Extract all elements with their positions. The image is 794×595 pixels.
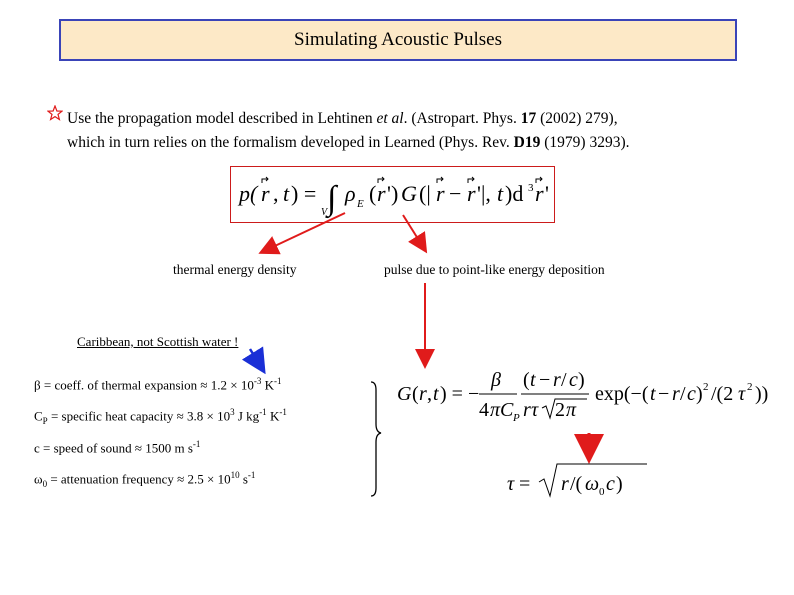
svg-text:τ: τ xyxy=(738,383,746,405)
svg-text:2: 2 xyxy=(703,381,709,393)
svg-text:ω: ω xyxy=(585,473,600,495)
svg-text:4: 4 xyxy=(479,399,489,421)
arrow-to-pulse xyxy=(403,215,425,250)
svg-text:ρ: ρ xyxy=(345,181,356,206)
svg-text:/(: /( xyxy=(570,473,583,495)
svg-text:': ' xyxy=(545,181,549,206)
svg-text:0: 0 xyxy=(599,486,605,498)
svg-text:r: r xyxy=(436,181,445,206)
param-omega: $\omega_0$ = attenuation frequency ≈ $2.5 \times 10^{10}$ $s^{-1}$ xyxy=(34,470,256,489)
svg-text:V: V xyxy=(321,207,328,218)
svg-text:π: π xyxy=(566,399,577,421)
svg-text:τ: τ xyxy=(531,399,539,421)
arrow-to-thermal xyxy=(262,213,345,252)
svg-text:r: r xyxy=(561,473,569,495)
svg-text:(: ( xyxy=(523,369,530,391)
svg-text:) =: ) = xyxy=(291,181,317,206)
svg-text:t: t xyxy=(283,181,290,206)
svg-text:c: c xyxy=(687,383,696,405)
svg-text:)): )) xyxy=(755,383,769,405)
svg-text:r: r xyxy=(377,181,386,206)
svg-text:t: t xyxy=(433,383,439,405)
svg-text:2: 2 xyxy=(555,399,565,421)
svg-text:): ) xyxy=(616,473,623,495)
svg-text:c: c xyxy=(606,473,615,495)
svg-text:r: r xyxy=(261,181,270,206)
svg-text:−: − xyxy=(449,181,462,206)
svg-text:/: / xyxy=(680,383,686,405)
intro-line-1: Use the propagation model described in Lehtinen et al. (Astropart. Phys. 17 (2002) 279), xyxy=(67,110,618,127)
intro-line-2: which in turn relies on the formalism developed in Learned (Phys. Rev. D19 (1979) 3293). xyxy=(67,134,630,151)
svg-text:−: − xyxy=(658,383,670,405)
curly-brace xyxy=(371,382,381,496)
tau-equation xyxy=(505,460,655,502)
svg-text:/: / xyxy=(561,369,567,391)
label-thermal-density: thermal energy density xyxy=(173,262,297,277)
param-cp: $C_P$ = specific heat capacity ≈ $3.8 \times 10^3$ J $kg^{-1}$ $K^{-1}$ xyxy=(34,407,287,426)
svg-text:2: 2 xyxy=(747,381,753,393)
svg-text:G: G xyxy=(401,181,417,206)
svg-text:r: r xyxy=(535,181,544,206)
svg-text:P: P xyxy=(513,412,520,424)
svg-text:): ) xyxy=(578,369,585,391)
svg-text:): ) xyxy=(696,383,703,405)
svg-text:t: t xyxy=(497,181,504,206)
svg-text:(|: (| xyxy=(419,181,431,206)
svg-text:r: r xyxy=(553,369,561,391)
svg-text:'|,: '|, xyxy=(477,181,491,206)
svg-text:t: t xyxy=(650,383,656,405)
svg-text:r: r xyxy=(523,399,531,421)
svg-text:r: r xyxy=(419,383,427,405)
svg-text:β: β xyxy=(491,369,501,391)
param-beta: β = coeff. of thermal expansion ≈ $1.2 \times 10^{-3}$ $K^{-1}$ xyxy=(34,376,282,393)
param-sound-speed: c = speed of sound ≈ 1500 m $s^{-1}$ xyxy=(34,439,201,456)
svg-text:t: t xyxy=(530,369,536,391)
svg-text:3: 3 xyxy=(528,182,534,194)
svg-text:(: ( xyxy=(412,383,419,405)
svg-text:c: c xyxy=(569,369,578,391)
svg-text:p(: p( xyxy=(239,181,258,206)
svg-text:) = −: ) = − xyxy=(440,383,480,405)
svg-text:/(2: /(2 xyxy=(711,383,734,405)
svg-text:,: , xyxy=(273,181,279,206)
slide-title-text: Simulating Acoustic Pulses xyxy=(294,29,502,50)
svg-text:'): ') xyxy=(387,181,399,206)
svg-text:τ: τ xyxy=(507,473,515,495)
svg-text:E: E xyxy=(357,198,364,210)
svg-text:=: = xyxy=(519,473,531,495)
svg-text:exp(−(: exp(−( xyxy=(595,383,649,405)
svg-text:−: − xyxy=(539,369,551,391)
svg-text:)d: )d xyxy=(505,181,524,206)
svg-text:r: r xyxy=(672,383,680,405)
label-caribbean: Caribbean, not Scottish water ! xyxy=(77,334,239,349)
arrow-blue-caribbean xyxy=(250,349,263,370)
svg-text:r: r xyxy=(467,181,476,206)
green-function-equation xyxy=(395,366,787,426)
svg-text:(: ( xyxy=(369,181,377,206)
label-pulse: pulse due to point-like energy deposition xyxy=(384,262,605,277)
svg-text:G: G xyxy=(397,383,412,405)
svg-text:∫: ∫ xyxy=(327,180,337,217)
svg-text:,: , xyxy=(427,383,432,405)
svg-text:πC: πC xyxy=(490,399,514,421)
